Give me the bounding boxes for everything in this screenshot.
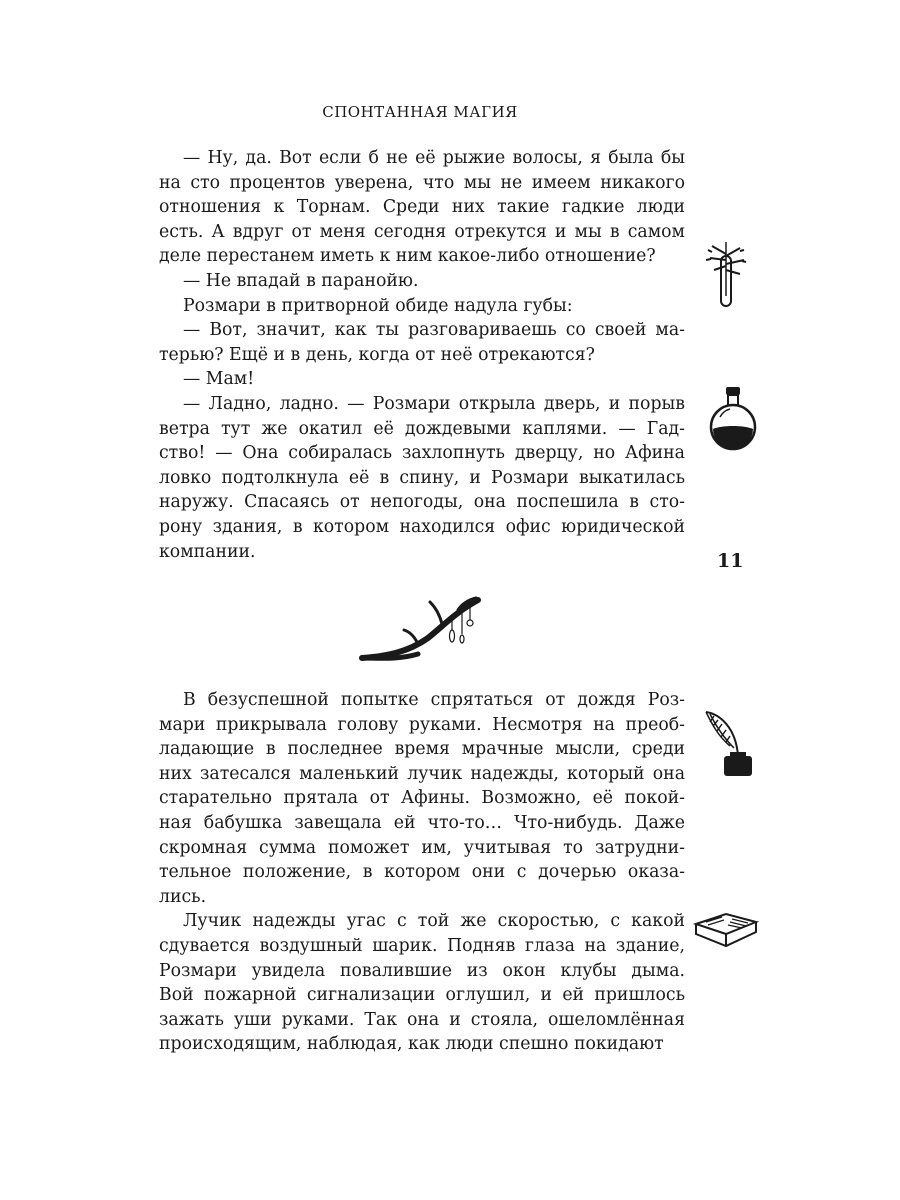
text-line: деле перестанем иметь к ним какое-либо отношение? bbox=[159, 246, 656, 267]
text-line: компании. bbox=[159, 541, 256, 562]
text-line: Розмари увидела повалившие из окон клубы дыма. bbox=[159, 960, 685, 981]
text-line: — Вот, значит, как ты разговариваешь со своей ма- bbox=[183, 320, 685, 341]
text-line: наружу. Спасаясь от непогоды, она поспешила в сто- bbox=[159, 492, 685, 513]
page-number: 11 bbox=[717, 550, 744, 572]
text-line: В безуспешной попытке спрятаться от дождя Роз- bbox=[183, 690, 685, 710]
potion-bottle-icon bbox=[708, 385, 758, 453]
paragraph bbox=[159, 294, 685, 319]
text-line: них затесался маленький лучик надежды, который она bbox=[159, 763, 685, 784]
text-line: тельное положение, в котором они с дочерью оказа- bbox=[159, 862, 685, 883]
text-line: Вой пожарной сигнализации оглушил, и ей пришлось bbox=[159, 985, 685, 1006]
text-line: зажать уши руками. Так она и стояла, ошеломлённая bbox=[159, 1009, 685, 1030]
open-book-icon bbox=[692, 906, 760, 954]
paragraph bbox=[159, 318, 685, 367]
branch-with-charms-icon bbox=[358, 588, 484, 664]
text-line: ветра тут же окатил её дождевыми каплями. — Гад- bbox=[159, 418, 685, 439]
text-line: Розмари в притворной обиде надула губы: bbox=[183, 295, 573, 316]
text-line: — Ладно, ладно. — Розмари открыла дверь, и порыв bbox=[183, 393, 685, 414]
running-head: СПОНТАННАЯ МАГИЯ bbox=[322, 103, 518, 121]
text-line: отношения к Торнам. Среди них такие гадкие люди bbox=[159, 197, 685, 218]
text-line: на сто процентов уверена, что мы не имеем никакого bbox=[159, 172, 685, 193]
text-line: сдувается воздушный шарик. Подняв глаза на здание, bbox=[159, 935, 685, 956]
text-line: ладающие в последнее время мрачные мысли, среди bbox=[159, 739, 685, 760]
text-line: — Не впадай в паранойю. bbox=[183, 270, 419, 291]
text-line: лись. bbox=[159, 886, 207, 907]
text-line: скромная сумма поможет им, учитывая то затрудни- bbox=[159, 837, 685, 858]
text-line: рону здания, в котором находился офис юридической bbox=[159, 516, 685, 537]
paragraph bbox=[159, 392, 685, 564]
paragraph bbox=[159, 269, 685, 294]
paragraph bbox=[159, 909, 685, 1057]
text-line: Лучик надежды угас с той же скоростью, с какой bbox=[183, 911, 685, 932]
text-line: ство! — Она собиралась захлопнуть дверцу, но Афина bbox=[159, 443, 685, 464]
text-line: происходящим, наблюдая, как люди спешно покидают bbox=[159, 1034, 664, 1055]
paragraph bbox=[159, 367, 685, 392]
text-line: есть. А вдруг от меня сегодня отрекутся и мы в самом bbox=[159, 221, 685, 242]
text-block-1 bbox=[159, 146, 685, 564]
paragraph bbox=[159, 688, 685, 909]
text-line: ная бабушка завещала ей что-то… Что-нибудь. Даже bbox=[159, 812, 685, 833]
text-block-2 bbox=[159, 688, 685, 1057]
quill-inkwell-icon bbox=[700, 708, 758, 780]
text-line: — Ну, да. Вот если б не её рыжие волосы, я была бы bbox=[183, 148, 685, 168]
text-line: терью? Ещё и в день, когда от неё отрекаются? bbox=[159, 344, 595, 365]
text-line: старательно прятала от Афины. Возможно, её покой- bbox=[159, 788, 685, 809]
herb-sprig-icon bbox=[700, 238, 752, 310]
text-line: — Мам! bbox=[183, 369, 255, 390]
text-line: мари прикрывала голову руками. Несмотря на преоб- bbox=[159, 714, 685, 735]
text-line: ловко подтолкнула её в спину, и Розмари выкатилась bbox=[159, 467, 685, 488]
paragraph bbox=[159, 146, 685, 269]
